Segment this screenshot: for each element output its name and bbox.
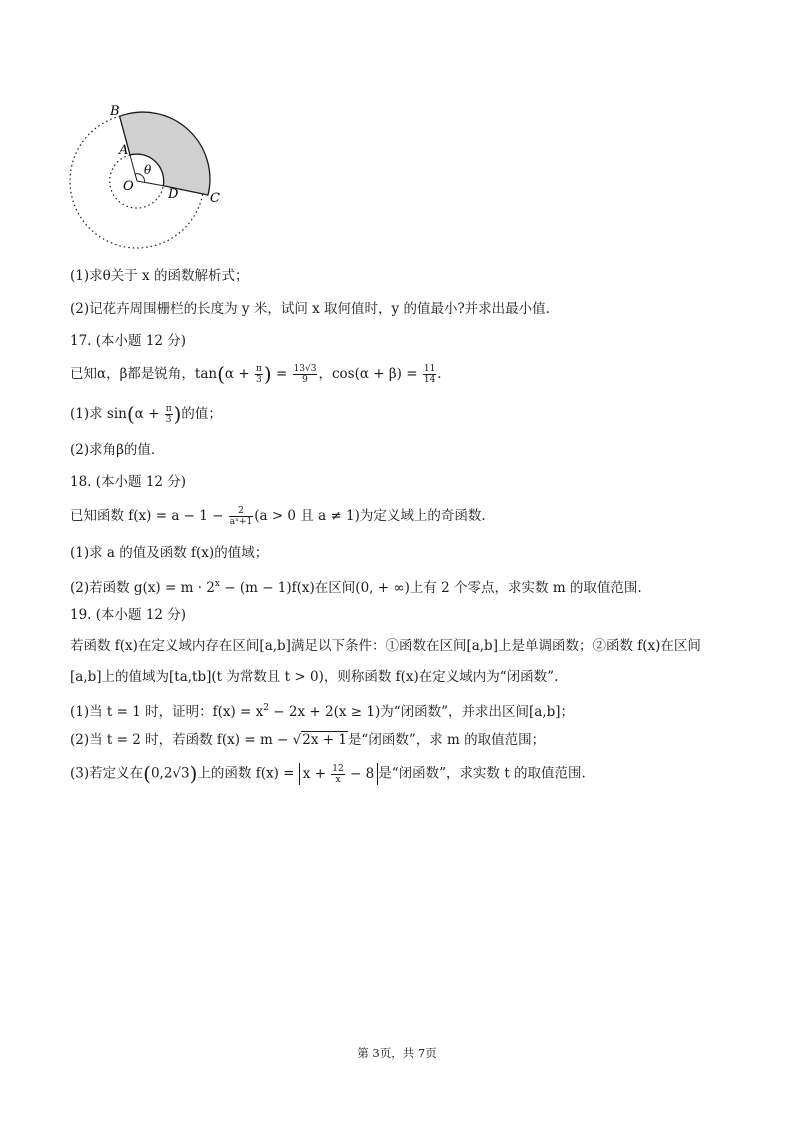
q18-frac-num: 2 [229,506,253,517]
q18-stem [70,506,486,527]
q17-alpha-plus: α + [224,366,254,382]
q17-p1-c: 的值； [181,406,222,422]
label-B: B [110,104,120,119]
q19-p2-sqrt: 2x + 1 [302,732,347,748]
label-D: D [168,187,179,202]
q19-p3-frac [331,764,344,785]
q19-p2-b: 是“闭函数”，求 m 的取值范围； [347,732,546,748]
sector-figure [60,98,250,254]
q19-part1 [70,698,574,722]
q17-p1-b: α + [134,406,164,422]
radius-OA [130,155,137,181]
q19-part3 [70,763,586,785]
q17-stem [70,364,442,385]
paren-right: ) [263,362,272,386]
q17-period: . [437,366,442,382]
abs-value [299,763,378,785]
q19-p3-interval: 0,2√3 [150,765,190,782]
page-footer: 第 3页，共 7页 [357,1046,437,1060]
q17-header: 17. (本小题 12 分) [70,333,187,349]
paren-left: ( [126,402,135,426]
pi-den: 3 [165,415,172,425]
pi-over-3 [165,404,173,425]
paren-right: ) [189,761,198,786]
paren-right: ) [173,402,182,426]
q17-frac1-den: 9 [302,375,308,385]
q19-p3-b: 上的函数 f(x) = [197,765,299,782]
q19-p3-c: − 8 [345,766,375,782]
paren-left: ( [217,362,225,386]
q19-p1-sup: 2 [263,703,269,713]
label-theta: θ [144,163,152,177]
q19-p3-den: x [335,775,341,785]
q17-frac1-num: 13√3 [293,364,317,374]
q19-stem-line1: 若函数 f(x)在定义域内存在区间[a,b]满足以下条件：①函数在区间[a,b]上是单调函数；②函数 f(x)在区间 [70,638,701,654]
q17-frac2-num: 11 [423,364,436,374]
q19-p3-num: 12 [332,764,344,774]
q18-p2-b: − (m − 1)f(x)在区间(0, + ∞)上有 2 个零点，求实数 m 的取值范围. [219,580,642,596]
q19-p1-a: (1)当 t = 1 时，证明：f(x) = x [70,704,264,720]
pi-over-3 [255,364,263,385]
q18-stem-b: (a > 0 且 a ≠ 1)为定义域上的奇函数. [254,508,486,524]
q18-stem-a: 已知函数 f(x) = a − 1 − [70,508,228,524]
label-C: C [210,191,220,206]
label-A: A [119,143,129,158]
q19-p3-a: (3)若定义在 [70,765,144,782]
q18-part2 [70,574,642,598]
q17-part1 [70,404,222,425]
q19-p3-x: x + [302,766,331,782]
paren-left: ( [143,761,151,786]
q17-eq: = [271,366,292,382]
q19-p1-b: − 2x + 2(x ≥ 1)为“闭函数”，并求出区间[a,b]； [269,704,575,720]
q18-p2-sup: x [214,579,220,589]
q16-part1: (1)求θ关于 x 的函数解析式； [70,268,249,284]
q18-frac [229,506,253,527]
q17-p1-a: (1)求 sin [70,406,127,422]
q17-stem-text-a: 已知α，β都是锐角，tan [70,366,218,382]
q19-part2: (2)当 t = 2 时，若函数 f(x) = m − √2x + 1是“闭函数”，求 m 的取值范围； [70,732,546,748]
q16-part2: (2)记花卉周围栅栏的长度为 y 米，试问 x 取何值时，y 的值最小?并求出最小值. [70,301,550,317]
q18-p2-a: (2)若函数 g(x) = m · 2 [70,580,215,596]
q19-p2-a: (2)当 t = 2 时，若函数 f(x) = m − [70,732,293,748]
pi-num: π [255,364,262,374]
q17-frac2-den: 14 [423,375,436,385]
radius-OD [137,181,163,186]
q19-stem-line2: [a,b]上的值域为[ta,tb](t 为常数且 t > 0)，则称函数 f(x)在定义域内为“闭函数”. [70,669,559,685]
q19-p3-d: 是“闭函数”，求实数 t 的取值范围. [378,765,586,782]
label-O: O [123,179,134,194]
q18-frac-den: aˣ+1 [229,517,253,527]
q17-stem-text-c: ，cos(α + β) = [318,366,422,382]
q17-part2: (2)求角β的值. [70,442,156,458]
q18-header: 18. (本小题 12 分) [70,474,187,490]
q19-header: 19. (本小题 12 分) [70,607,187,623]
pi-num: π [165,404,172,414]
q17-frac1 [293,364,318,385]
inner-dotted-arc [110,155,164,208]
q18-part1: (1)求 a 的值及函数 f(x)的值域； [70,545,269,561]
q17-frac2 [423,364,436,385]
pi-den: 3 [256,375,262,385]
